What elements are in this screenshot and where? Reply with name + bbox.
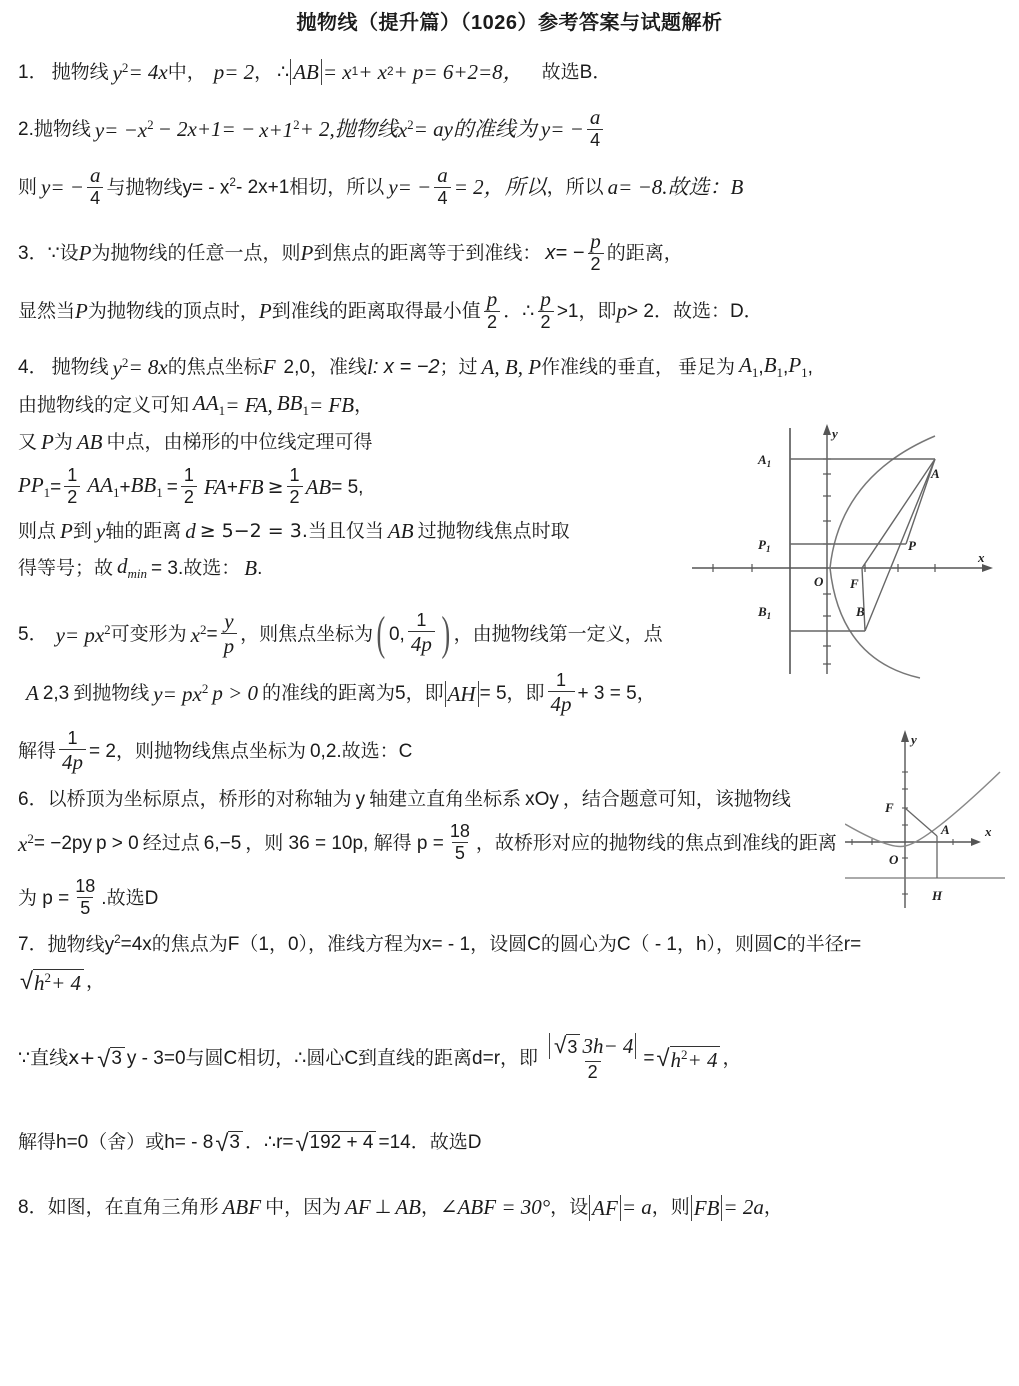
math-2-l2-eq2: = 2，所以 bbox=[453, 174, 547, 199]
figure1-label-x-axis: x bbox=[978, 550, 985, 565]
text-3-l2b: 为抛物线的顶点时， bbox=[87, 300, 259, 322]
solution-1-line-1 bbox=[18, 59, 1001, 85]
fraction-abs-over-2: √ 3 3h− 4 2 bbox=[545, 1033, 640, 1082]
math-P-3: P bbox=[78, 240, 92, 265]
fraction-1-over-4p-a: $\frac{1}{4p}$ bbox=[408, 611, 435, 655]
math-4-y2: $y^2$ bbox=[112, 354, 129, 380]
therefore-symbol-1: ∴ bbox=[277, 60, 290, 83]
text-4-l2-end: ， bbox=[354, 394, 374, 416]
math-4-l5-AB: AB bbox=[387, 519, 414, 544]
math-5-eq5: = 5，即 bbox=[479, 683, 545, 705]
figure1-label-P: P bbox=[908, 538, 916, 553]
text-3-l2-ji: ，即 bbox=[578, 300, 617, 322]
text-4-l5a: 则点 bbox=[18, 521, 57, 543]
math-4-AB2: AB bbox=[305, 474, 332, 499]
math-4-l6b: = 3.故选： bbox=[151, 558, 241, 580]
math-5-y-px2: $y= px^2$ bbox=[55, 621, 111, 647]
math-4-lx: : x = −2 bbox=[372, 356, 440, 379]
math-4-l5-y: y bbox=[95, 519, 106, 544]
sub-2: 2 bbox=[386, 65, 394, 79]
solution-item-2 bbox=[18, 107, 1001, 209]
math-gt-2: > 2 bbox=[627, 300, 654, 322]
fraction-a-over-4: $\frac{a}{4}$ bbox=[587, 106, 604, 150]
math-8-eq-a: = a bbox=[621, 1195, 652, 1220]
figure1-label-O: O bbox=[814, 574, 824, 589]
equals-5a: = bbox=[206, 623, 218, 645]
solution-2-line-2 bbox=[18, 165, 1001, 209]
item-number-7: 7． bbox=[18, 934, 48, 956]
figure1-label-A: A bbox=[931, 466, 940, 481]
math-4-eq-FB: = FB bbox=[308, 392, 355, 417]
math-5-x2: $x^2$ bbox=[190, 621, 207, 647]
abs-FB: FB bbox=[691, 1195, 723, 1221]
fraction-one-half-a: $\frac{1}{2}$ bbox=[64, 466, 80, 507]
math-4-P1: $P_1$ bbox=[788, 353, 808, 381]
text-4-l5b: 到 bbox=[72, 521, 92, 543]
math-4-BB1: $BB_1$ bbox=[276, 391, 309, 419]
equals-4b: = bbox=[166, 476, 178, 498]
fraction-18-over-5-b: $\frac{18}{5}$ bbox=[75, 875, 96, 918]
figure-parabola-with-directrix bbox=[690, 416, 1019, 686]
text-4e: 作准线的垂直， bbox=[541, 356, 675, 378]
text-4-l5e: 当且仅当 bbox=[307, 521, 384, 543]
radical-icon-3: √ bbox=[554, 1032, 567, 1058]
item-number-8: 8． bbox=[18, 1197, 48, 1219]
therefore-symbol-3: ∴ bbox=[522, 299, 535, 322]
abs-AF: AF bbox=[589, 1195, 621, 1221]
text-8a: 如图，在直角三角形 bbox=[47, 1197, 219, 1219]
text-3b: 为抛物线的任意一点，则 bbox=[91, 242, 301, 264]
math-2a: $y= -x^2$ bbox=[94, 116, 154, 142]
math-8-angle: ∠ABF = 30° bbox=[439, 1195, 551, 1220]
left-paren-5: ( bbox=[376, 607, 386, 660]
text-8b: 中，因为 bbox=[265, 1197, 342, 1219]
item-number-6: 6． bbox=[18, 788, 48, 810]
radical-icon-4: √ bbox=[656, 1044, 670, 1072]
math-4-l5-P: P bbox=[60, 519, 73, 544]
math-4-l3-P: P bbox=[41, 429, 54, 454]
figure1-label-A1: $A_1$ bbox=[758, 452, 772, 469]
text-4-l6c: . bbox=[257, 558, 263, 580]
figure2-label-A: A bbox=[941, 822, 950, 837]
radical-icon-5: √ bbox=[215, 1130, 229, 1157]
math-4-dmin: $d_{min}$ bbox=[117, 554, 148, 582]
answer-7: =14．故选D bbox=[378, 1132, 482, 1154]
fraction-1-over-4p-c: $\frac{1}{4p}$ bbox=[59, 729, 86, 773]
comma-4c: , bbox=[807, 356, 813, 378]
text-3-l2c: 到准线的距离取得最小值 bbox=[271, 300, 481, 322]
text-4-l3b: 为 bbox=[53, 431, 73, 453]
figure1-label-F: F bbox=[850, 576, 859, 591]
math-2-l2-y: y= − bbox=[41, 174, 84, 199]
text-7-l4a: 解得h=0（舍）或h= - 8 bbox=[18, 1132, 214, 1154]
text-4a: 抛物线 bbox=[51, 356, 109, 378]
math-4-l3-AB: AB bbox=[76, 429, 103, 454]
equals-7: = bbox=[643, 1047, 655, 1069]
text-4-l3a: 又 bbox=[18, 431, 38, 453]
math-4-l: l bbox=[366, 354, 373, 379]
figure1-label-P1: $P_1$ bbox=[758, 537, 771, 554]
text-4d: ；过 bbox=[439, 356, 478, 378]
text-ze: 则 bbox=[18, 176, 38, 198]
math-2-l2-end: a= −8.故选：B bbox=[607, 174, 744, 199]
comma-4a: , bbox=[758, 356, 764, 378]
answer-5: .故选：C bbox=[336, 741, 413, 763]
text-6-l1c: ，结合题意可知，该抛物线 bbox=[562, 788, 791, 810]
answer-4: B bbox=[244, 556, 258, 581]
figure2-label-y-axis: y bbox=[911, 732, 917, 747]
math-4-l5-ge: ≥ 5−2 = 3. bbox=[199, 520, 308, 543]
fraction-p-over-2: $\frac{p}{2}$ bbox=[587, 230, 604, 274]
text-6-l1a: 以桥顶为坐标原点，桥形的对称轴为 bbox=[47, 788, 352, 810]
comma-1: ， bbox=[254, 61, 274, 83]
sqrt-192-plus-4: √ 192 + 4 bbox=[296, 1131, 377, 1155]
math-4-eq5: = 5, bbox=[331, 476, 364, 498]
math-2g: y= − bbox=[540, 116, 584, 141]
math-4-F-coords: 2,0 bbox=[283, 356, 310, 378]
math-4-B1: $B_1$ bbox=[763, 353, 784, 381]
text-4f: 垂足为 bbox=[678, 356, 736, 378]
math-p-eq-2: p= 2 bbox=[213, 59, 255, 84]
text-8d: ，设 bbox=[550, 1197, 589, 1219]
solution-7-line-3 bbox=[18, 1034, 1001, 1083]
math-4-AA1: $AA_1$ bbox=[193, 391, 226, 419]
text-zhong: 中， bbox=[167, 61, 206, 83]
text-7-l3b: y - 3=0与圆C相切，∴圆心C到直线的距离d=r，即 bbox=[126, 1047, 539, 1069]
comma-7: ， bbox=[85, 970, 105, 992]
math-6-point: 6,−5 bbox=[203, 832, 242, 854]
math-plus-p-result: + p= 6+2=8， bbox=[393, 59, 524, 84]
fraction-one-half-b: $\frac{1}{2}$ bbox=[181, 466, 197, 507]
fraction-1-over-4p-b: $\frac{1}{4p}$ bbox=[548, 671, 575, 715]
math-5-zero: 0, bbox=[388, 623, 405, 645]
text-2-l2-suoyi: ，所以 bbox=[546, 176, 604, 198]
solution-7-line-1 bbox=[18, 934, 1001, 954]
solution-8-line-1 bbox=[18, 1195, 1001, 1221]
math-P-3b: P bbox=[300, 240, 314, 265]
math-2e: $x^2$ bbox=[397, 116, 414, 142]
solution-2-line-1 bbox=[18, 107, 1001, 151]
solution-4-line-2 bbox=[18, 393, 1001, 417]
text-5-l2a: 到抛物线 bbox=[73, 683, 150, 705]
figure2-label-H: H bbox=[932, 888, 943, 903]
text-2-l2-mid: 与抛物线$y= - x^2$ bbox=[106, 176, 236, 199]
fraction-a-over-4-b: $\frac{a}{4}$ bbox=[87, 164, 104, 208]
math-P-3d: P bbox=[258, 298, 272, 323]
text-6-l1b: 轴建立直角坐标系 bbox=[369, 788, 522, 810]
text-5-l2b: 的准线的距离为5，即 bbox=[262, 683, 444, 705]
abs-AB: AB bbox=[290, 59, 322, 85]
text-8f: ，则 bbox=[651, 1197, 690, 1219]
math-gt-1: >1 bbox=[556, 300, 579, 322]
fraction-18-over-5-a: $\frac{18}{5}$ bbox=[449, 820, 470, 863]
text-7-l1a: 抛物线$y^2$ bbox=[47, 933, 121, 956]
text-6-l2c: ，则 36 = 10p, 解得 p = bbox=[245, 832, 444, 854]
math-4-l5-d: d bbox=[185, 519, 196, 544]
math-8-ABF: ABF bbox=[222, 1195, 262, 1220]
solution-item-3 bbox=[18, 231, 1001, 333]
solution-3-line-1 bbox=[18, 231, 1001, 275]
radical-icon: √ bbox=[20, 967, 34, 995]
sqrt-3-a: √ 3 bbox=[97, 1047, 125, 1071]
solution-7-line-4 bbox=[18, 1131, 1001, 1155]
math-5-l2-y: $y= px^2$ bbox=[153, 681, 209, 707]
math-8-AB: AB bbox=[395, 1195, 421, 1220]
fraction-y-over-p: $\frac{y}{p}$ bbox=[221, 610, 238, 657]
figure2-label-F: F bbox=[885, 800, 894, 815]
solution-item-8 bbox=[18, 1195, 1001, 1221]
figure2-label-x-axis: x bbox=[985, 824, 992, 839]
radical-icon-6: √ bbox=[295, 1130, 309, 1157]
sqrt-h2-plus-4-a: √ $h^2+ 4$ bbox=[20, 969, 84, 994]
text-5c: ，由抛物线第一定义，点 bbox=[453, 623, 663, 645]
math-5-p-gt-0: p > 0 bbox=[212, 681, 259, 706]
item-number-4: 4． bbox=[18, 356, 48, 378]
ge-symbol-4: ≥ bbox=[267, 475, 284, 498]
figure2-label-O: O bbox=[889, 852, 899, 867]
because-symbol-7: ∵直线x+ bbox=[18, 1046, 96, 1069]
sub-1: 1 bbox=[351, 65, 359, 79]
math-8-eq-2a: = 2a bbox=[723, 1195, 764, 1220]
math-6-y-axis: y bbox=[355, 788, 366, 810]
solution-item-7 bbox=[18, 933, 1001, 1157]
math-5-plus3: + 3 = 5， bbox=[577, 683, 656, 705]
math-4-FA: FA bbox=[203, 474, 227, 499]
math-p-3e: p bbox=[616, 298, 627, 323]
math-4-eq-8x: = 8x bbox=[128, 354, 168, 379]
math-4-PP1: $PP_1$ bbox=[18, 472, 51, 501]
math-4-BB: $BB_1$ bbox=[130, 472, 163, 501]
math-P-3c: P bbox=[75, 298, 88, 323]
text-3d: 的距离， bbox=[606, 242, 683, 264]
figure1-label-B: B bbox=[856, 604, 865, 619]
radical-icon-2: √ bbox=[97, 1045, 111, 1073]
text-7-l1b: =4x的焦点为F（1，0），准线方程为x= - 1，设圆C的圆心为C（ - 1，h），则圆C的半径r= bbox=[120, 934, 862, 956]
plus-4b: + bbox=[226, 476, 238, 498]
figure1-label-y-axis: y bbox=[832, 426, 838, 441]
page-title: 抛物线（提升篇）（1026）参考答案与试题解析 bbox=[296, 12, 723, 34]
right-paren-5: ) bbox=[441, 607, 451, 660]
text-4-l2a: 由抛物线的定义可知 bbox=[18, 394, 190, 416]
math-6-eq-2py: = −2py bbox=[33, 832, 92, 854]
math-y: $y^2$ bbox=[112, 59, 129, 85]
fraction-a-over-4-c: $\frac{a}{4}$ bbox=[434, 164, 451, 208]
math-2f: = ay的准线为 bbox=[413, 116, 537, 141]
math-2c: $x+1^2$ bbox=[259, 116, 300, 142]
item-number-5: 5． bbox=[18, 623, 48, 645]
comma-4b: , bbox=[783, 356, 789, 378]
text-4-l6a: 得等号；故 bbox=[18, 558, 114, 580]
text-4-l5c: 轴的距离 bbox=[105, 521, 182, 543]
text-5b: ，则焦点坐标为 bbox=[240, 623, 374, 645]
math-eq-x: = x bbox=[322, 59, 352, 84]
text-5a: 可变形为 bbox=[110, 623, 187, 645]
math-4-AA: $AA_1$ bbox=[87, 472, 120, 501]
answer-3: ．故选：D． bbox=[653, 300, 763, 322]
solution-7-line-2 bbox=[18, 969, 1001, 994]
equals-4a: = bbox=[50, 476, 62, 498]
text-6-l3a: 为 p = bbox=[18, 887, 70, 909]
fraction-p-over-2-b: $\frac{p}{2}$ bbox=[484, 288, 501, 332]
answer-1: 故选B． bbox=[541, 61, 612, 83]
item-number-1: 1． bbox=[18, 61, 48, 83]
math-4-FB: FB bbox=[237, 474, 264, 499]
math-4-A1: $A_1$ bbox=[739, 353, 759, 381]
perp-symbol-8: ⊥ bbox=[374, 1196, 392, 1219]
math-eq-4x: = 4x bbox=[128, 59, 168, 84]
math-2b: − 2x+1= − bbox=[157, 116, 256, 141]
because-symbol-3: ∵设 bbox=[47, 241, 79, 264]
plus-4a: + bbox=[119, 476, 131, 498]
item-number-3: 3． bbox=[18, 242, 48, 264]
text-4-l3c: 中点，由梯形的中位线定理可得 bbox=[106, 431, 373, 453]
math-8-AF: AF bbox=[345, 1195, 371, 1220]
text-4b: 的焦点坐标 bbox=[167, 356, 263, 378]
sqrt-3-c: √ 3 bbox=[215, 1131, 243, 1155]
fraction-one-half-c: $\frac{1}{2}$ bbox=[287, 466, 303, 507]
math-6-xoy: xOy bbox=[525, 788, 559, 810]
answer-6: .故选D bbox=[101, 887, 159, 909]
abs-sqrt3h-minus-4: √ 3 3h− 4 bbox=[549, 1033, 636, 1059]
text-4c: ，准线 bbox=[309, 356, 367, 378]
text-3-l2a: 显然当 bbox=[18, 300, 76, 322]
math-2d: + 2,抛物线 bbox=[299, 116, 398, 141]
math-x-eq-3: x= − bbox=[545, 242, 585, 265]
math-6-x2: $x^2$ bbox=[18, 830, 34, 856]
comma-7b: ， bbox=[722, 1047, 742, 1069]
abs-AH: AH bbox=[445, 681, 479, 707]
math-5-focus-coords: 0,2 bbox=[309, 741, 337, 763]
text-8h: ， bbox=[763, 1197, 783, 1219]
sqrt-h2-plus-4-b: √ $h^2+ 4$ bbox=[656, 1046, 720, 1071]
text-6-l2b: 经过点 bbox=[142, 832, 200, 854]
text-4-l5f: 过抛物线焦点时取 bbox=[417, 521, 570, 543]
math-2-l2-y2: y= − bbox=[388, 174, 432, 199]
math-6-p-gt-0: p > 0 bbox=[95, 832, 139, 854]
math-plus-x: + x bbox=[358, 59, 387, 84]
math-4-ABP: A, B, P bbox=[481, 354, 542, 379]
solution-4-line-1 bbox=[18, 355, 1001, 379]
math-4-F: F bbox=[262, 354, 276, 379]
math-4-eq-FA: = FA, bbox=[225, 392, 273, 417]
text-8c: ， bbox=[420, 1197, 440, 1219]
text-3-l2-dot: ． bbox=[503, 300, 523, 322]
math-5-A-coords: 2,3 bbox=[42, 683, 70, 705]
math-5-l3-eq2: = 2，则抛物线焦点坐标为 bbox=[89, 741, 306, 763]
figure-upward-parabola bbox=[845, 722, 1019, 919]
sqrt-3-b: √ 3 bbox=[554, 1034, 580, 1059]
figure1-label-B1: $B_1$ bbox=[758, 604, 772, 621]
solution-3-line-2 bbox=[18, 289, 1001, 333]
text-5-l3a: 解得 bbox=[18, 741, 57, 763]
text-6-l2d: ，故桥形对应的抛物线的焦点到准线的距离 bbox=[475, 832, 837, 854]
solution-item-1 bbox=[18, 59, 1001, 85]
item-number-2: 2.抛物线 bbox=[18, 118, 91, 140]
fraction-p-over-2-c: $\frac{p}{2}$ bbox=[537, 288, 554, 332]
text-3c: 到焦点的距离等于到准线： bbox=[313, 242, 542, 264]
text-2-l2-mid2: - 2x+1相切，所以 bbox=[235, 176, 385, 198]
math-5-A: A bbox=[26, 681, 39, 706]
text-parabola-1: 抛物线 bbox=[51, 61, 109, 83]
text-7-l4b: ．∴r= bbox=[244, 1132, 294, 1154]
